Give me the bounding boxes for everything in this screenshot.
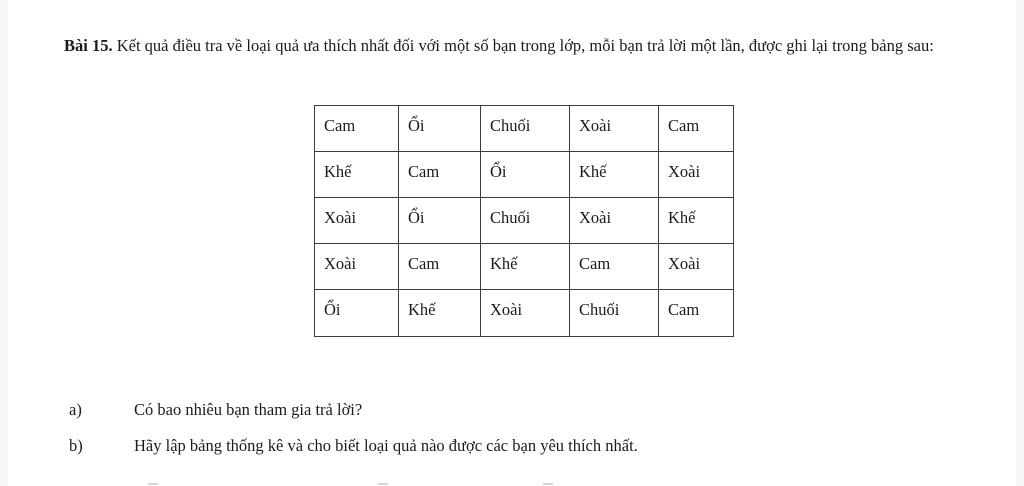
table-row bbox=[315, 244, 734, 290]
survey-results-table bbox=[314, 105, 734, 337]
table-cell: Xoài bbox=[481, 290, 570, 337]
table-cell: Chuối bbox=[481, 106, 570, 152]
table-cell: Khế bbox=[659, 198, 734, 244]
table-cell: Cam bbox=[659, 290, 734, 337]
table-cell: Ổi bbox=[399, 198, 481, 244]
table-cell: Cam bbox=[315, 106, 399, 152]
table-cell: Chuối bbox=[570, 290, 659, 337]
table-cell: Khế bbox=[481, 244, 570, 290]
table-cell: Cam bbox=[399, 152, 481, 198]
question-b-letter: b) bbox=[69, 436, 83, 455]
document-page bbox=[8, 0, 1016, 486]
table-cell: Xoài bbox=[659, 152, 734, 198]
problem-label: Bài 15. bbox=[64, 36, 113, 55]
question-b-text: Hãy lập bảng thống kê và cho biết loại quả nào được các bạn yêu thích nhất. bbox=[134, 436, 638, 455]
table-cell: Xoài bbox=[570, 106, 659, 152]
question-a bbox=[69, 400, 362, 420]
problem-text: Kết quả điều tra về loại quả ưa thích nhất đối với một số bạn trong lớp, mỗi bạn trả lời một lần, được ghi lại trong bảng sau: bbox=[116, 36, 934, 55]
table-cell: Khế bbox=[399, 290, 481, 337]
table-row bbox=[315, 290, 734, 337]
table-cell: Khế bbox=[315, 152, 399, 198]
table-cell: Ổi bbox=[315, 290, 399, 337]
question-b bbox=[69, 436, 638, 456]
table-cell: Xoài bbox=[659, 244, 734, 290]
table-cell: Cam bbox=[570, 244, 659, 290]
table-cell: Ổi bbox=[481, 152, 570, 198]
page-bottom-marks bbox=[148, 483, 848, 485]
table-cell: Xoài bbox=[570, 198, 659, 244]
table-cell: Cam bbox=[659, 106, 734, 152]
problem-statement bbox=[64, 30, 994, 62]
table-cell: Chuối bbox=[481, 198, 570, 244]
table-cell: Xoài bbox=[315, 198, 399, 244]
question-a-text: Có bao nhiêu bạn tham gia trả lời? bbox=[134, 400, 363, 419]
table-cell: Ổi bbox=[399, 106, 481, 152]
table-row bbox=[315, 152, 734, 198]
table-row bbox=[315, 106, 734, 152]
table-row bbox=[315, 198, 734, 244]
table-cell: Cam bbox=[399, 244, 481, 290]
question-a-letter: a) bbox=[69, 400, 82, 419]
table-cell: Khế bbox=[570, 152, 659, 198]
table-cell: Xoài bbox=[315, 244, 399, 290]
